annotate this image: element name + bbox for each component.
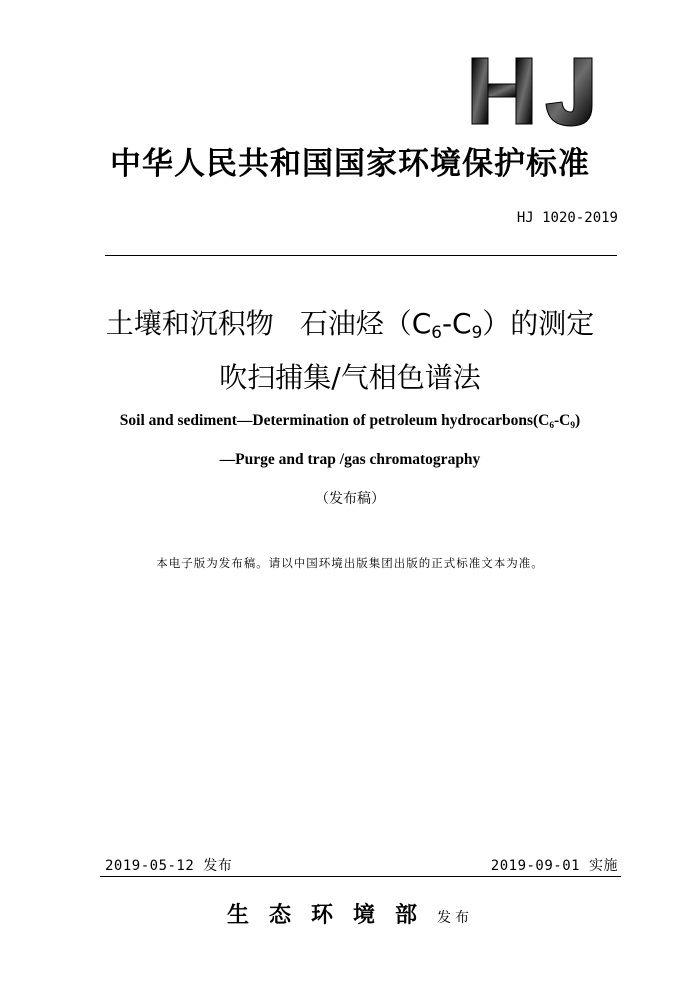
english-title-sub-2: 9 (570, 420, 576, 431)
chinese-title-part-c: ）的测定 (482, 307, 595, 340)
chinese-title-sub-2: 9 (471, 322, 483, 343)
english-title-mid: -C (554, 412, 571, 429)
chinese-title-line-2: 吹扫捕集/气相色谱法 (219, 361, 481, 394)
top-divider (105, 255, 617, 256)
draft-label: （发布稿） (315, 491, 385, 507)
electronic-version-notice: 本电子版为发布稿。请以中国环境出版集团出版的正式标准文本为准。 (156, 556, 544, 570)
implementation-date: 2019-09-01 实施 (490, 858, 618, 874)
english-title-line-1 (0, 412, 700, 430)
publisher-suffix: 发布 (437, 910, 473, 926)
logo-letter-j (546, 58, 592, 126)
english-title-sub-1: 6 (549, 420, 555, 431)
chinese-title-mid: -C (441, 307, 472, 340)
english-title-part-a: Soil and sediment—Determination of petroleum hydrocarbons(C (119, 412, 550, 429)
bottom-divider (100, 876, 621, 877)
chinese-title-line-1 (0, 302, 700, 342)
chinese-title-part-a: 土壤和沉积物 (105, 307, 274, 340)
logo-letter-h (472, 58, 532, 124)
english-title-part-c: ) (575, 412, 581, 429)
publisher-line (0, 898, 700, 929)
chinese-title-sub-1: 6 (431, 322, 442, 343)
publisher-name: 生态环境部 (226, 902, 437, 928)
hj-logo (470, 56, 600, 128)
organization-title: 中华人民共和国国家环境保护标准 (110, 146, 590, 182)
chinese-title-part-b: 石油烃（C (299, 307, 432, 340)
standard-number: HJ 1020-2019 (516, 210, 618, 226)
english-title-line-2: —Purge and trap /gas chromatography (219, 451, 481, 468)
issue-date: 2019-05-12 发布 (105, 858, 233, 874)
